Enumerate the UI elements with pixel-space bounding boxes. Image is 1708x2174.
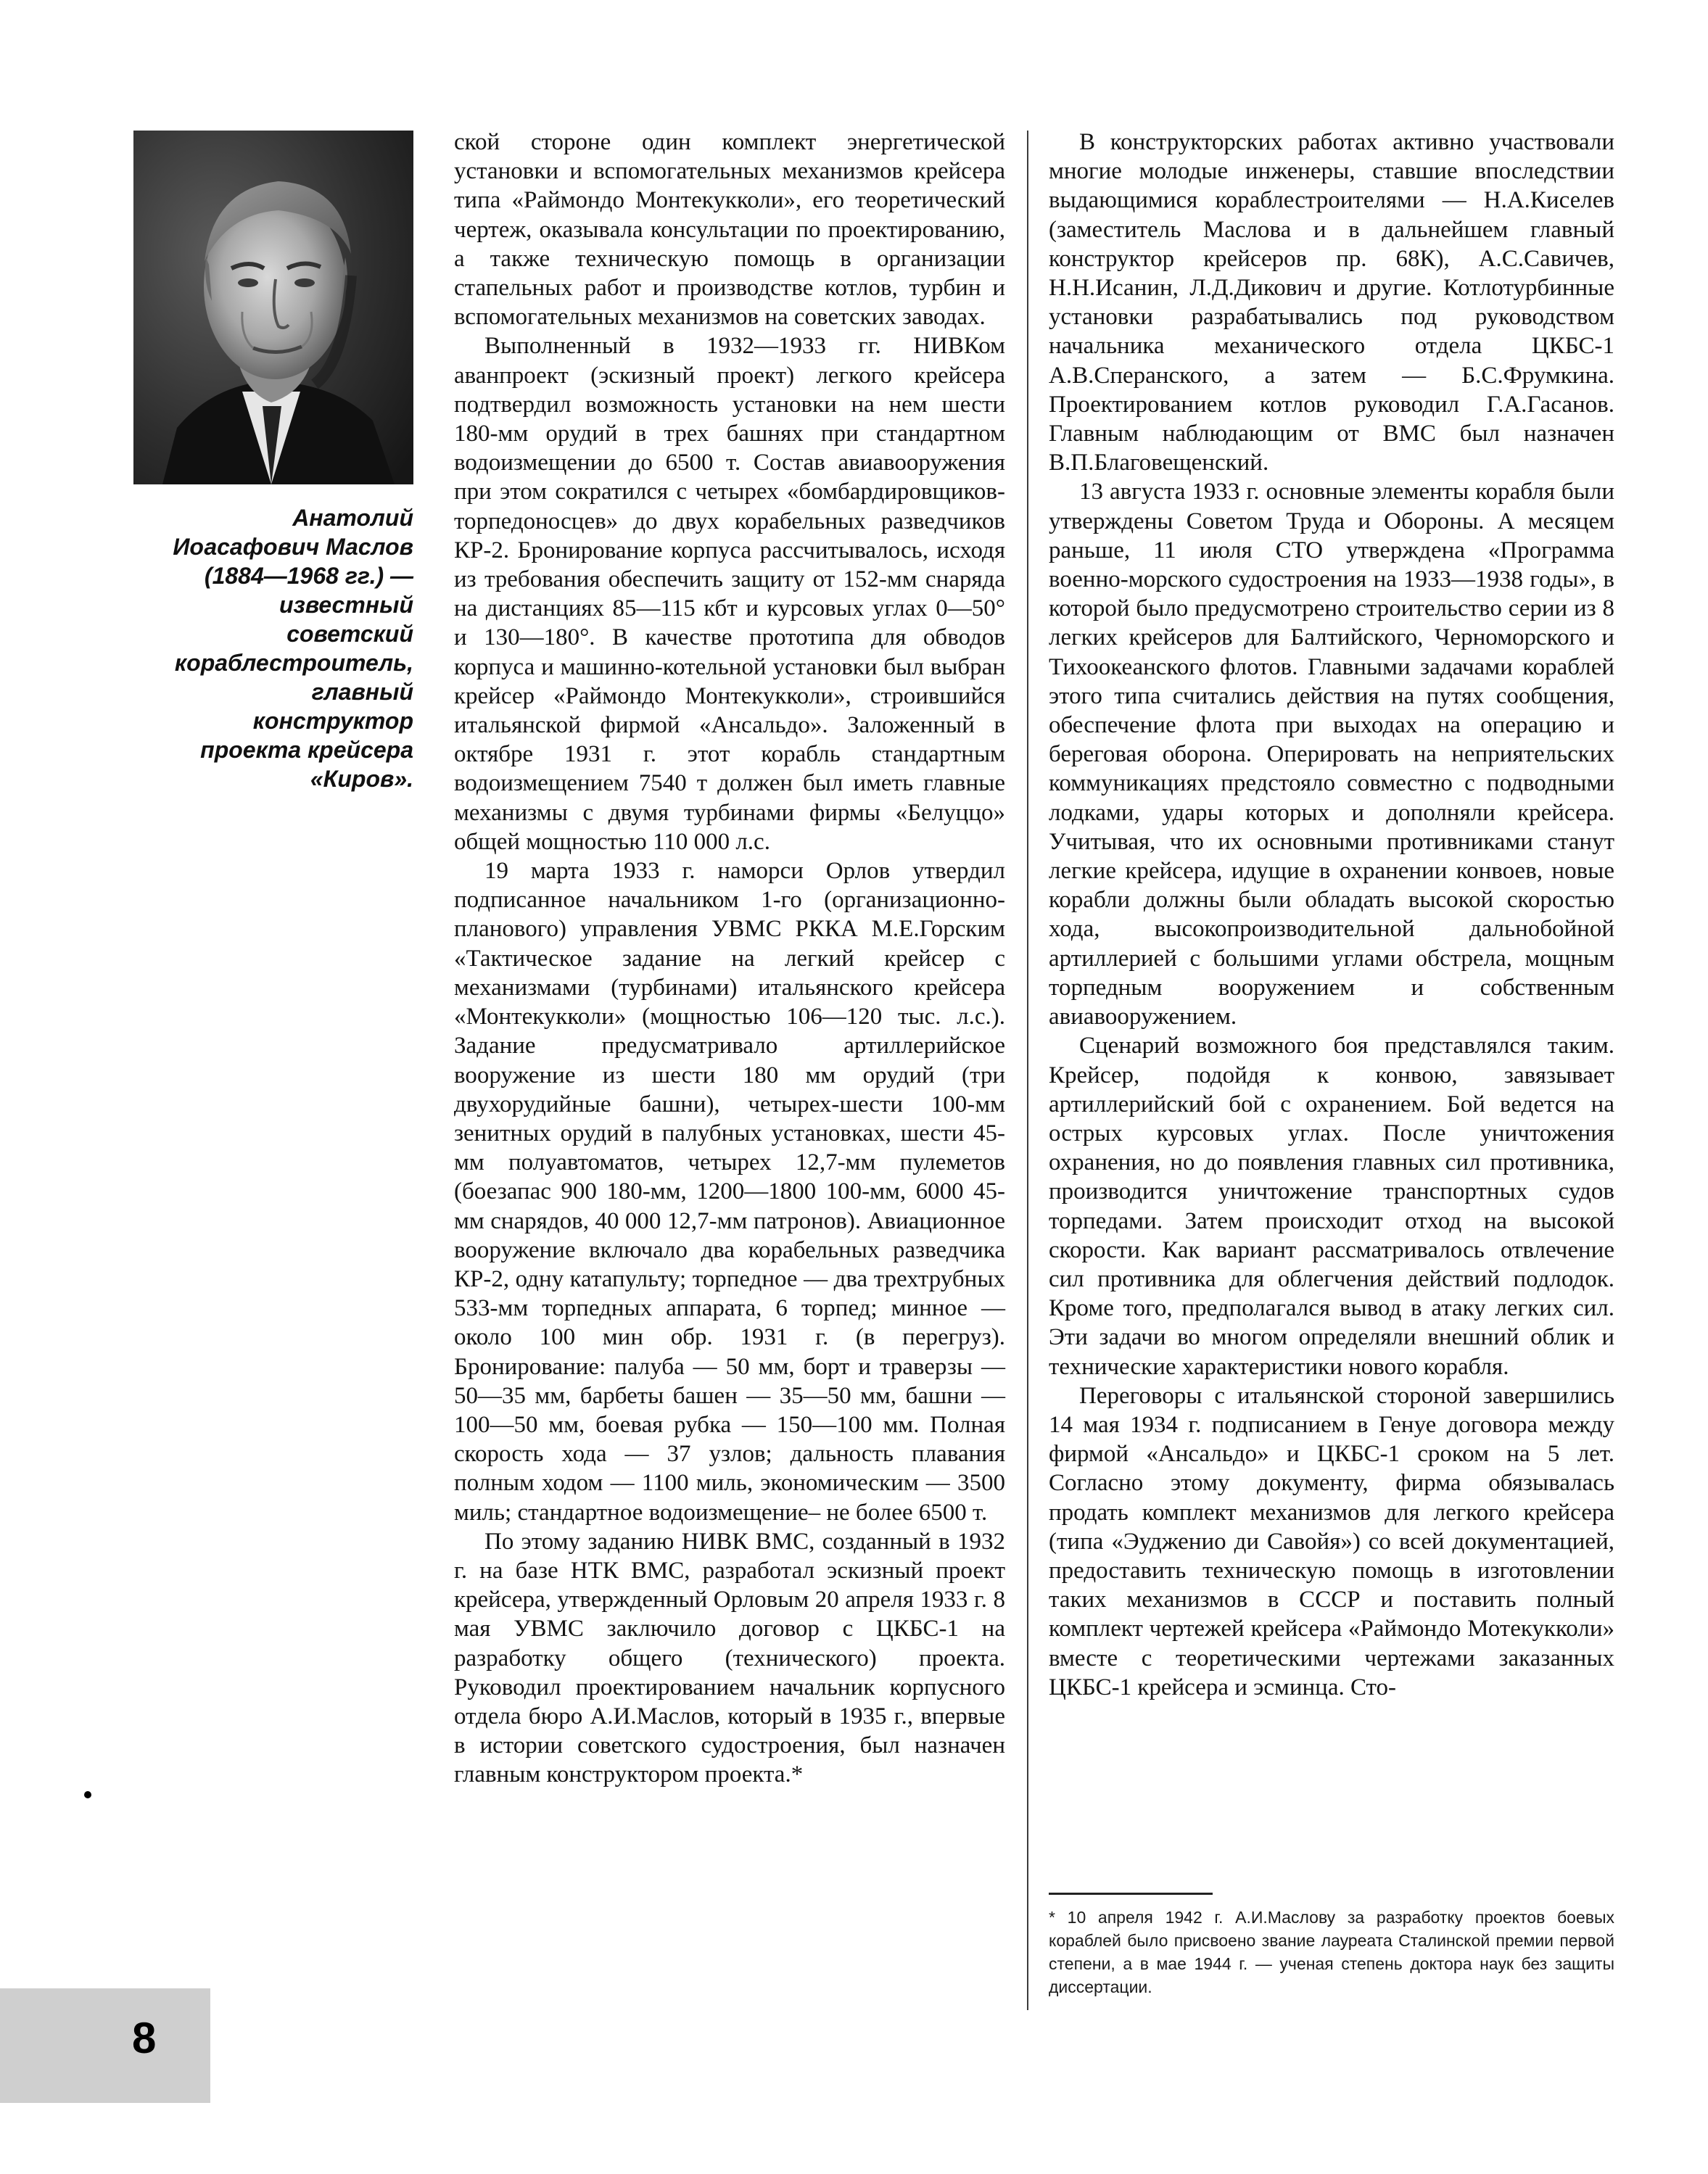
column-divider [1027,131,1028,2010]
portrait-photo [133,131,413,484]
portrait-caption [131,503,413,793]
caption-line: (1884—1968 гг.) — [204,563,413,589]
portrait-image [133,131,413,484]
caption-line: кораблестроитель, [174,650,413,676]
margin-mark [84,1791,91,1798]
paragraph: Переговоры с итальянской стороной завершились 14 мая 1934 г. подписанием в Генуе договора между фирмой «Ансальдо» и ЦКБС-1 сроком на 5 лет. Согласно этому документу, фирма обязывалась продать комплект механизмов для легкого крейсера (типа «Эудженио ди Савойя») со всей документацией, предоставить техническую помощь в изготовлении таких механизмов в СССР и поставить полный комплект чертежей крейсера «Раймондо Мотекукколи» вместе с теоретическими чертежами заказанных ЦКБС-1 крейсера и эсминца. Сто- [1049,1382,1614,1700]
paragraph: 13 августа 1933 г. основные элементы корабля были утверждены Советом Труда и Обороны. А месяцем раньше, 11 июля СТО утверждена «Программа военно-морского судостроения на 1933—1938 годы», в которой было предусмотрено строительство серии из 8 легких крейсеров для Балтийского, Черноморского и Тихоокеанского флотов. Главными задачами кораблей этого типа считались действия на путях сообщения, обеспечение флота при выходах на операцию и береговая оборона. Оперировать на неприятельских коммуникациях предстояло совместно с подводными лодками, удары которых и дополняли крейсера. Учитывая, что их основными противниками станут легкие крейсера, идущие в охранении конвоев, новые корабли должны были обладать высокой скоростью хода, высокопроизводительной дальнобойной артиллерией с большими углами обстрела, мощным торпедным вооружением и собственным авиавооружением. [1049,479,1614,1030]
paragraph: 19 марта 1933 г. наморси Орлов утвердил подписанное начальником 1-го (организационно-планового) управления УВМС РККА М.Е.Горским «Тактическое задание на легкий крейсер с механизмами (турбинами) итальянского крейсера «Монтекукколи» (мощностью 106—120 тыс. л.с.). Задание предусматривало артиллерийское вооружение из шести 180 мм орудий (три двухорудийные башни), четырех-шести 100-мм зенитных орудий в палубных установках, шести 45-мм полуавтоматов, четырех 12,7-мм пулеметов (боезапас 900 180-мм, 1200—1800 100-мм, 6000 45-мм снарядов, 40 000 12,7-мм патронов). Авиационное вооружение включало два корабельных разведчика КР-2, одну катапульту; торпедное — два трехтрубных 533-мм торпедных аппарата, 6 торпед; минное — около 100 мин обр. 1931 г. (в перегруз). Бронирование: палуба — 50 мм, борт и траверзы — 50—35 мм, барбеты башен — 35—50 мм, башни — 100—50 мм, боевая рубка — 150—100 мм. Полная скорость хода — 37 узлов; дальность плавания полным ходом — 1100 миль, экономическим — 3500 миль; стандартное водоизмещение– не более 6500 т. [454,858,1005,1526]
caption-line: главный [311,679,413,705]
caption-line: проекта крейсера [200,737,413,763]
caption-line: известный [279,592,413,618]
paragraph: По этому заданию НИВК ВМС, созданный в 1932 г. на базе НТК ВМС, разработал эскизный проект крейсера, утвержденный Орловым 20 апреля 1933 г. 8 мая УВМС заключило договор с ЦКБС-1 на разработку общего (технического) проекта. Руководил проектированием начальник корпусного отдела бюро А.И.Маслов, который в 1935 г., впервые в истории советского судостроения, был назначен главным конструктором проекта.* [454,1528,1005,1788]
paragraph: Выполненный в 1932—1933 гг. НИВКом аванпроект (эскизный проект) легкого крейсера подтвердил возможность установки на нем шести 180-мм орудий в трех башнях при стандартном водоизмещении до 6500 т. Состав авиавооружения при этом сократился с четырех «бомбардировщиков-торпедоносцев» до двух корабельных разведчиков КР-2. Бронирование корпуса рассчитывалось, исходя из требования обеспечить защиту от 152-мм снаряда на дистанциях 85—115 кбт и курсовых углах 0—50° и 130—180°. В качестве прототипа для обводов корпуса и машинно-котельной установки был выбран крейсер «Раймондо Монтекукколи», строившийся итальянской фирмой «Ансальдо». Заложенный в октябре 1931 г. этот корабль стандартным водоизмещением 7540 т должен был иметь главные механизмы с двумя турбинами фирмы «Белуццо» общей мощностью 110 000 л.с. [454,333,1005,855]
paragraph: Сценарий возможного боя представлялся таким. Крейсер, подойдя к конвою, завязывает артиллерийский бой с охранением. Бой ведется на острых курсовых углах. После уничтожения охранения, но до появления главных сил противника, производится уничтожение транспортных судов торпедами. Затем происходит отход на высокой скорости. Как вариант рассматривалось отвлечение сил противника для облегчения действий подлодок. Кроме того, предполагался вывод в атаку легких сил. Эти задачи во многом определяли внешний облик и технические характеристики нового корабля. [1049,1033,1614,1380]
footnote: * 10 апреля 1942 г. А.И.Маслову за разработку проектов боевых кораблей было присвоено звание лауреата Сталинской премии первой степени, а в мае 1944 г. — ученая степень доктора наук без защиты диссертации. [1049,1908,1614,1996]
paragraph: В конструкторских работах активно участвовали многие молодые инженеры, ставшие впоследствии выдающимися кораблестроителями — Н.А.Киселев (заместитель Маслова и в дальнейшем главный конструктор крейсеров пр. 68К), А.С.Савичев, Н.Н.Исанин, Л.Д.Дикович и другие. Котлотурбинные установки разрабатывались под руководством начальника механического отдела ЦКБС-1 А.В.Сперанского, а затем — Б.С.Фрумкина. Проектированием котлов руководил Г.А.Гасанов. Главным наблюдающим от ВМС был назначен В.П.Благовещенский. [1049,129,1614,476]
text-column-2 [1049,128,1614,1702]
caption-line: Анатолий [292,505,413,531]
caption-line: советский [286,621,413,647]
caption-line: «Киров». [310,766,413,792]
caption-line: конструктор [252,708,413,734]
page-number: 8 [132,2014,157,2062]
caption-line: Иоасафович Маслов [173,534,413,560]
page-number-tab [0,1988,210,2103]
footnote-divider [1049,1893,1213,1895]
text-column-1 [454,128,1005,1790]
paragraph: ской стороне один комплект энергетической установки и вспомогательных механизмов крейсера типа «Раймондо Монтекукколи», его теоретический чертеж, оказывала консультации по проектированию, а также техническую помощь в организации стапельных работ и производстве котлов, турбин и вспомогательных механизмов на советских заводах. [454,129,1005,331]
